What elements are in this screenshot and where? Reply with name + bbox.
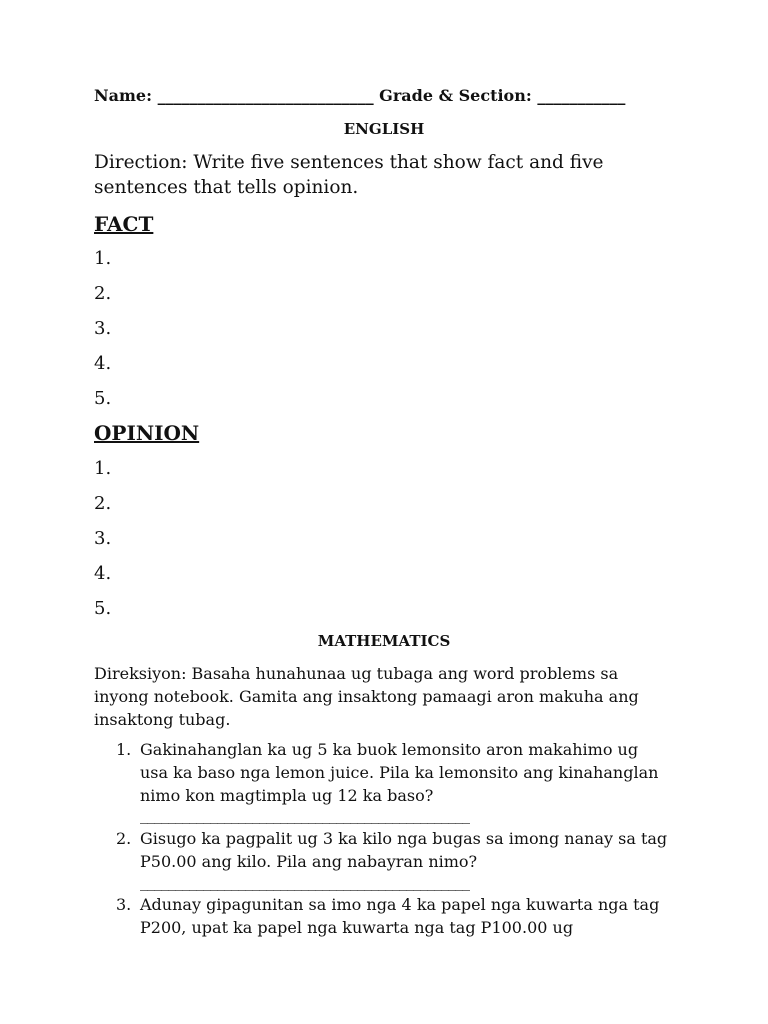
- problem-text: Gakinahanglan ka ug 5 ka buok lemonsito aron makahimo ug usa ka baso nga lemon juice. Pila ka lemonsito ang kinahanglan nimo kon magtimpla ug 12 ka baso?: [140, 740, 659, 805]
- opinion-item: 1.: [94, 458, 112, 479]
- math-problem-2: [116, 827, 676, 873]
- fact-item: 2.: [94, 283, 112, 304]
- mathematics-direction: Direksiyon: Basaha hunahunaa ug tubaga ang word problems sa inyong notebook. Gamita ang insaktong pamaagi aron makuha ang insaktong tubag.: [94, 664, 639, 729]
- opinion-item: 5.: [94, 598, 112, 619]
- name-label: Name:: [94, 86, 153, 105]
- english-title: ENGLISH: [343, 120, 425, 138]
- problem-number: 1.: [116, 740, 132, 759]
- opinion-item: 4.: [94, 563, 112, 584]
- opinion-item: 3.: [94, 528, 112, 549]
- fact-item: 1.: [94, 248, 112, 269]
- name-field[interactable]: ___________________________: [157, 86, 374, 105]
- fact-heading: FACT: [94, 212, 154, 236]
- math-problem-1: [116, 738, 676, 807]
- problem-text: Adunay gipagunitan sa imo nga 4 ka papel nga kuwarta nga tag P200, upat ka papel nga kuwarta nga tag P100.00 ug: [140, 895, 660, 937]
- math-problem-3: [116, 893, 676, 939]
- mathematics-title: MATHEMATICS: [317, 632, 451, 650]
- fact-item: 3.: [94, 318, 112, 339]
- problem-text: Gisugo ka pagpalit ug 3 ka kilo nga bugas sa imong nanay sa tag P50.00 ang kilo. Pila ang nabayran nimo?: [140, 829, 668, 871]
- problem-number: 3.: [116, 895, 132, 914]
- answer-line[interactable]: _______________________________________________: [140, 805, 469, 824]
- fact-item: 4.: [94, 353, 112, 374]
- name-grade-line: [94, 86, 625, 105]
- grade-section-field[interactable]: ___________: [537, 86, 626, 105]
- opinion-item: 2.: [94, 493, 112, 514]
- english-direction: Direction: Write five sentences that show fact and five sentences that tells opinion.: [94, 152, 604, 198]
- problem-number: 2.: [116, 829, 132, 848]
- answer-line[interactable]: _______________________________________________: [140, 872, 469, 891]
- fact-item: 5.: [94, 388, 112, 409]
- opinion-heading: OPINION: [94, 421, 200, 445]
- grade-section-label: Grade & Section:: [379, 86, 532, 105]
